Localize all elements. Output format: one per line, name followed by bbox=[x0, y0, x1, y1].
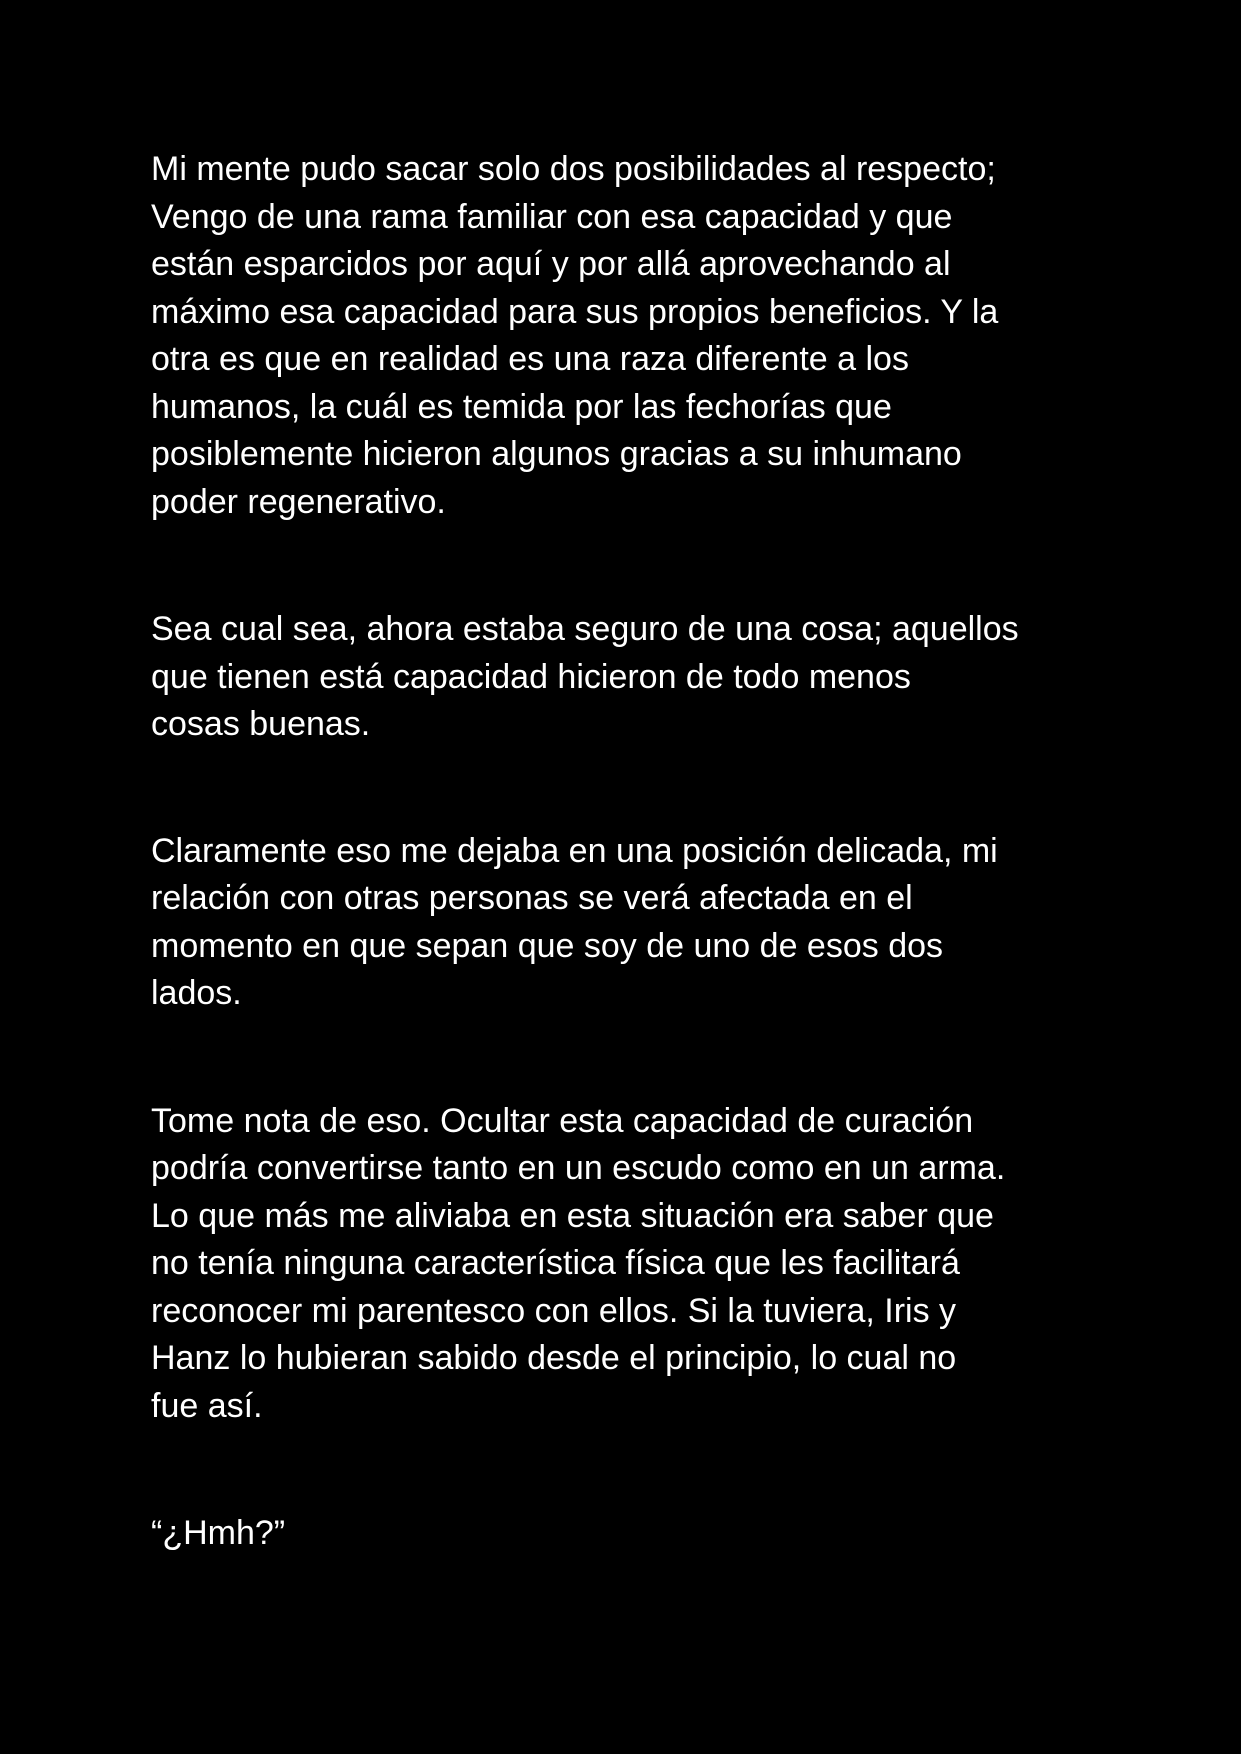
text-line: fue así. bbox=[151, 1386, 263, 1425]
paragraph-spacer bbox=[151, 1018, 1101, 1098]
text-line: están esparcidos por aquí y por allá aprovechando al bbox=[151, 245, 951, 283]
paragraph-5 bbox=[151, 1510, 1101, 1558]
text-line: Claramente eso me dejaba en una posición delicada, mi bbox=[151, 831, 998, 870]
paragraph-3 bbox=[151, 828, 1101, 1018]
document-body bbox=[151, 146, 1101, 1558]
text-line: podría convertirse tanto en un escudo como en un arma. bbox=[151, 1149, 1006, 1187]
text-line: Vengo de una rama familiar con esa capacidad y que bbox=[151, 197, 953, 236]
text-line: Hanz lo hubieran sabido desde el principio, lo cual no bbox=[151, 1339, 957, 1377]
text-line: Sea cual sea, ahora estaba seguro de una cosa; aquellos bbox=[151, 610, 1019, 648]
text-line: no tenía ninguna característica física que les facilitará bbox=[151, 1244, 960, 1282]
text-line: cosas buenas. bbox=[151, 705, 371, 743]
text-line: relación con otras personas se verá afectada en el bbox=[151, 879, 913, 917]
text-line: momento en que sepan que soy de uno de esos dos bbox=[151, 926, 944, 965]
paragraph-2 bbox=[151, 606, 1101, 749]
paragraph-spacer bbox=[151, 749, 1101, 828]
text-line: reconocer mi parentesco con ellos. Si la tuviera, Iris y bbox=[151, 1291, 957, 1330]
text-line: Lo que más me aliviaba en esta situación era saber que bbox=[151, 1196, 994, 1235]
text-line: Mi mente pudo sacar solo dos posibilidades al respecto; bbox=[151, 150, 996, 188]
text-line: máximo esa capacidad para sus propios beneficios. Y la bbox=[151, 292, 999, 331]
paragraph-1 bbox=[151, 146, 1101, 526]
text-line: posiblemente hicieron algunos gracias a su inhumano bbox=[151, 435, 962, 473]
text-line: que tienen está capacidad hicieron de todo menos bbox=[151, 657, 911, 696]
paragraph-spacer bbox=[151, 1430, 1101, 1510]
text-line: humanos, la cuál es temida por las fechorías que bbox=[151, 387, 892, 426]
text-line: otra es que en realidad es una raza diferente a los bbox=[151, 340, 909, 378]
paragraph-spacer bbox=[151, 526, 1101, 606]
text-line: Tome nota de eso. Ocultar esta capacidad de curación bbox=[151, 1101, 974, 1140]
text-line: lados. bbox=[151, 974, 242, 1012]
text-line: poder regenerativo. bbox=[151, 482, 446, 521]
text-line: “¿Hmh?” bbox=[151, 1514, 286, 1552]
paragraph-4 bbox=[151, 1098, 1101, 1431]
